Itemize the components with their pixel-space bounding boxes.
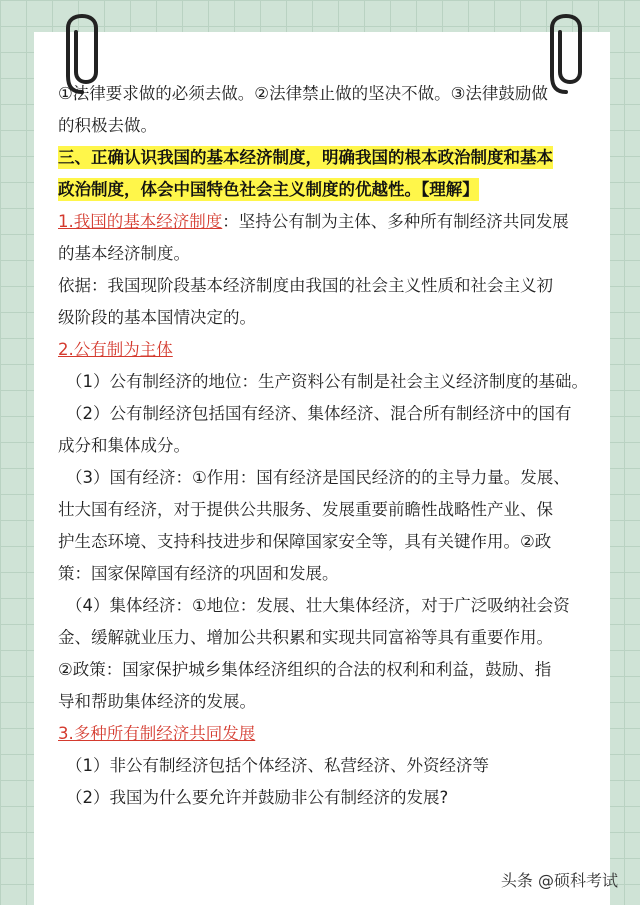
text-line: 金、缓解就业压力、增加公共积累和实现共同富裕等具有重要作用。	[58, 628, 553, 647]
text-span: ：坚持公有制为主体、多种所有制经济共同发展	[222, 212, 569, 231]
highlighted-heading: 三、正确认识我国的基本经济制度，明确我国的根本政治制度和基本	[58, 148, 553, 167]
section-heading	[58, 174, 598, 206]
text-line: 的积极去做。	[58, 116, 157, 135]
subsection-1	[58, 206, 598, 238]
text-line: ②政策：国家保护城乡集体经济组织的合法的权利和利益，鼓励、指	[58, 660, 552, 679]
text-line: （1）公有制经济的地位：生产资料公有制是社会主义经济制度的基础。	[66, 372, 588, 391]
source-watermark: 头条 @硕科考试	[500, 871, 618, 890]
subsection-2	[58, 334, 598, 366]
text-line: （4）集体经济：①地位：发展、壮大集体经济，对于广泛吸纳社会资	[66, 596, 570, 615]
subsection-title: 2.公有制为主体	[58, 340, 173, 359]
text-line: 的基本经济制度。	[58, 244, 190, 263]
text-line: （3）国有经济：①作用：国有经济是国民经济的的主导力量。发展、	[66, 468, 570, 487]
highlighted-heading: 政治制度，体会中国特色社会主义制度的优越性。【理解】	[58, 180, 479, 199]
text-line: 成分和集体成分。	[58, 436, 190, 455]
article-body	[58, 78, 598, 814]
subsection-title: 1.我国的基本经济制度	[58, 212, 223, 231]
subsection-title: 3.多种所有制经济共同发展	[58, 724, 256, 743]
text-line: （2）公有制经济包括国有经济、集体经济、混合所有制经济中的国有	[66, 404, 572, 423]
text-line: （2）我国为什么要允许并鼓励非公有制经济的发展?	[66, 788, 449, 807]
text-line: （1）非公有制经济包括个体经济、私营经济、外资经济等	[66, 756, 489, 775]
text-line: 壮大国有经济，对于提供公共服务、发展重要前瞻性战略性产业、保	[58, 500, 553, 519]
text-line: 级阶段的基本国情决定的。	[58, 308, 256, 327]
text-line: 策：国家保障国有经济的巩固和发展。	[58, 564, 339, 583]
text-line: ①法律要求做的必须去做。②法律禁止做的坚决不做。③法律鼓励做	[58, 84, 548, 103]
text-line: 依据：我国现阶段基本经济制度由我国的社会主义性质和社会主义初	[58, 276, 553, 295]
subsection-3	[58, 718, 598, 750]
text-line: 导和帮助集体经济的发展。	[58, 692, 256, 711]
section-heading	[58, 142, 598, 174]
text-line: 护生态环境、支持科技进步和保障国家安全等，具有关键作用。②政	[58, 532, 552, 551]
